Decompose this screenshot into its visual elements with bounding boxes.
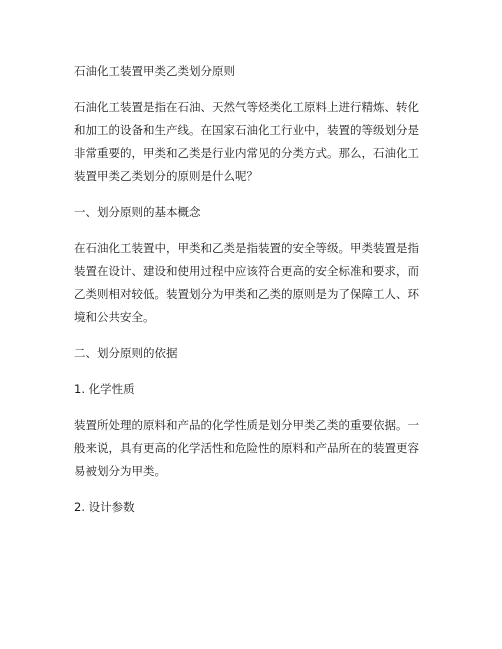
- section1-line: 装置在设计、建设和使用过程中应该符合更高的安全标准和要求，而: [74, 264, 419, 278]
- section2-heading: 二、划分原则的依据: [74, 346, 178, 360]
- document-title: 石油化工装置甲类乙类划分原则: [74, 64, 235, 78]
- section1-line: 境和公共安全。: [74, 310, 155, 324]
- section1-paragraph: [74, 237, 448, 329]
- item1-line: 般来说，具有更高的化学活性和危险性的原料和产品所在的装置更容: [74, 441, 419, 455]
- intro-line: 非常重要的，甲类和乙类是行业内常见的分类方式。那么，石油化工: [74, 146, 419, 160]
- item1-heading: 1. 化学性质: [74, 382, 135, 396]
- item2-heading: 2. 设计参数: [74, 500, 135, 514]
- intro-line: 和加工的设备和生产线。在国家石油化工行业中，装置的等级划分是: [74, 123, 419, 137]
- item1-paragraph: [74, 414, 448, 483]
- section1-line: 乙类则相对较低。装置划分为甲类和乙类的原则是为了保障工人、环: [74, 287, 419, 301]
- item1-line: 易被划分为甲类。: [74, 464, 166, 478]
- intro-paragraph: [74, 96, 448, 188]
- item1-line: 装置所处理的原料和产品的化学性质是划分甲类乙类的重要依据。一: [74, 418, 419, 432]
- section1-heading: 一、划分原则的基本概念: [74, 205, 201, 219]
- intro-line: 装置甲类乙类划分的原则是什么呢？: [74, 169, 258, 183]
- section1-line: 在石油化工装置中，甲类和乙类是指装置的安全等级。甲类装置是指: [74, 241, 419, 255]
- intro-line: 石油化工装置是指在石油、天然气等烃类化工原料上进行精炼、转化: [74, 100, 419, 114]
